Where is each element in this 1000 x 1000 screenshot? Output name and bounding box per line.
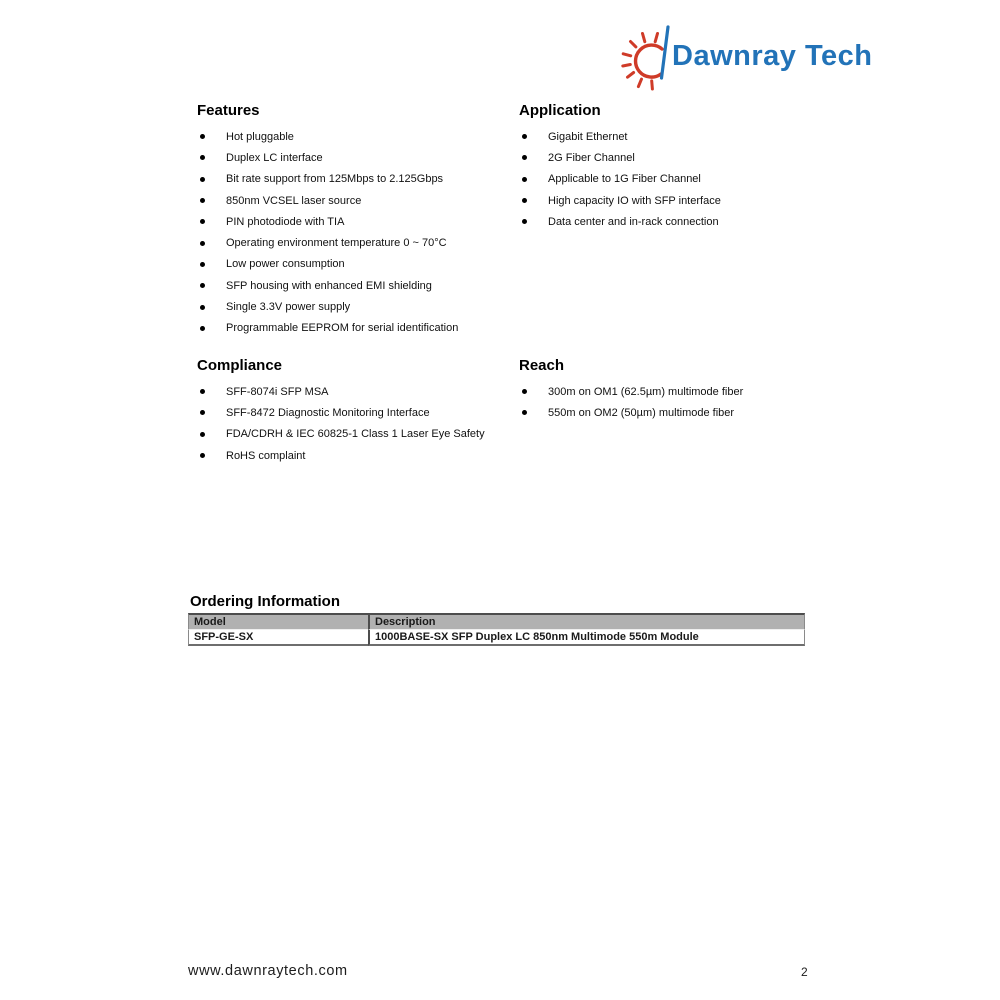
application-item bbox=[519, 169, 849, 190]
compliance-item bbox=[197, 424, 527, 445]
application-item bbox=[519, 190, 849, 211]
bullet-icon bbox=[200, 219, 205, 224]
compliance-text: SFF-8472 Diagnostic Monitoring Interface bbox=[226, 406, 430, 419]
table-row bbox=[188, 630, 805, 646]
bullet-icon bbox=[200, 198, 205, 203]
reach-text: 550m on OM2 (50µm) multimode fiber bbox=[548, 406, 735, 419]
description-cell: 1000BASE-SX SFP Duplex LC 850nm Multimode 550m Module bbox=[368, 630, 805, 646]
bullet-icon bbox=[200, 241, 205, 246]
application-heading: Application bbox=[519, 102, 601, 119]
bullet-icon bbox=[200, 305, 205, 310]
bullet-icon bbox=[200, 177, 205, 182]
feature-item bbox=[197, 126, 527, 147]
table-header-row bbox=[188, 613, 805, 630]
ordering-table bbox=[188, 613, 805, 646]
bullet-icon bbox=[522, 389, 527, 394]
compliance-text: SFF-8074i SFP MSA bbox=[226, 385, 329, 398]
feature-text: Programmable EEPROM for serial identification bbox=[226, 322, 459, 335]
feature-item bbox=[197, 190, 527, 211]
feature-item bbox=[197, 318, 527, 339]
feature-item bbox=[197, 211, 527, 232]
model-cell: SFP-GE-SX bbox=[188, 630, 368, 646]
bullet-icon bbox=[200, 453, 205, 458]
bullet-icon bbox=[522, 219, 527, 224]
bullet-icon bbox=[200, 410, 205, 415]
feature-item bbox=[197, 275, 527, 296]
compliance-section bbox=[197, 358, 527, 466]
compliance-text: FDA/CDRH & IEC 60825-1 Class 1 Laser Eye Safety bbox=[226, 428, 485, 441]
features-heading: Features bbox=[197, 102, 260, 119]
feature-text: PIN photodiode with TIA bbox=[226, 215, 345, 228]
application-item bbox=[519, 147, 849, 168]
bullet-icon bbox=[200, 262, 205, 267]
description-column-header: Description bbox=[368, 613, 805, 630]
feature-item bbox=[197, 147, 527, 168]
bullet-icon bbox=[522, 198, 527, 203]
compliance-heading: Compliance bbox=[197, 357, 283, 374]
bullet-icon bbox=[200, 283, 205, 288]
feature-text: SFP housing with enhanced EMI shielding bbox=[226, 279, 432, 292]
compliance-list bbox=[197, 381, 527, 466]
application-text: 2G Fiber Channel bbox=[548, 151, 635, 164]
bullet-icon bbox=[200, 326, 205, 331]
bullet-icon bbox=[522, 177, 527, 182]
feature-text: Hot pluggable bbox=[226, 130, 294, 143]
feature-item bbox=[197, 232, 527, 253]
bullet-icon bbox=[200, 134, 205, 139]
features-section bbox=[197, 103, 527, 339]
application-item bbox=[519, 211, 849, 232]
compliance-item bbox=[197, 402, 527, 423]
reach-text: 300m on OM1 (62.5µm) multimode fiber bbox=[548, 385, 744, 398]
brand-name: Dawnray Tech bbox=[672, 39, 873, 72]
logo-d-stroke bbox=[662, 27, 669, 78]
feature-text: Duplex LC interface bbox=[226, 151, 323, 164]
company-logo bbox=[620, 16, 872, 96]
reach-section bbox=[519, 358, 849, 424]
feature-item bbox=[197, 254, 527, 275]
feature-text: 850nm VCSEL laser source bbox=[226, 194, 362, 207]
features-list bbox=[197, 126, 527, 339]
reach-heading: Reach bbox=[519, 357, 565, 374]
page-number: 2 bbox=[801, 965, 808, 979]
application-text: Data center and in-rack connection bbox=[548, 215, 719, 228]
application-text: High capacity IO with SFP interface bbox=[548, 194, 721, 207]
feature-text: Single 3.3V power supply bbox=[226, 301, 351, 314]
application-text: Applicable to 1G Fiber Channel bbox=[548, 173, 701, 186]
bullet-icon bbox=[200, 432, 205, 437]
bullet-icon bbox=[522, 134, 527, 139]
compliance-item bbox=[197, 381, 527, 402]
ordering-information-heading: Ordering Information bbox=[190, 593, 340, 610]
feature-item bbox=[197, 296, 527, 317]
application-item bbox=[519, 126, 849, 147]
compliance-item bbox=[197, 445, 527, 466]
feature-item bbox=[197, 169, 527, 190]
reach-list bbox=[519, 381, 849, 424]
feature-text: Low power consumption bbox=[226, 258, 345, 271]
feature-text: Operating environment temperature 0 ~ 70°C bbox=[226, 237, 447, 250]
reach-item bbox=[519, 381, 849, 402]
compliance-text: RoHS complaint bbox=[226, 449, 306, 462]
bullet-icon bbox=[200, 389, 205, 394]
application-list bbox=[519, 126, 849, 232]
application-text: Gigabit Ethernet bbox=[548, 130, 628, 143]
feature-text: Bit rate support from 125Mbps to 2.125Gbps bbox=[226, 173, 444, 186]
application-section bbox=[519, 103, 849, 232]
model-column-header: Model bbox=[188, 613, 368, 630]
website-url: www.dawnraytech.com bbox=[188, 963, 348, 979]
bullet-icon bbox=[200, 155, 205, 160]
bullet-icon bbox=[522, 410, 527, 415]
bullet-icon bbox=[522, 155, 527, 160]
reach-item bbox=[519, 402, 849, 423]
